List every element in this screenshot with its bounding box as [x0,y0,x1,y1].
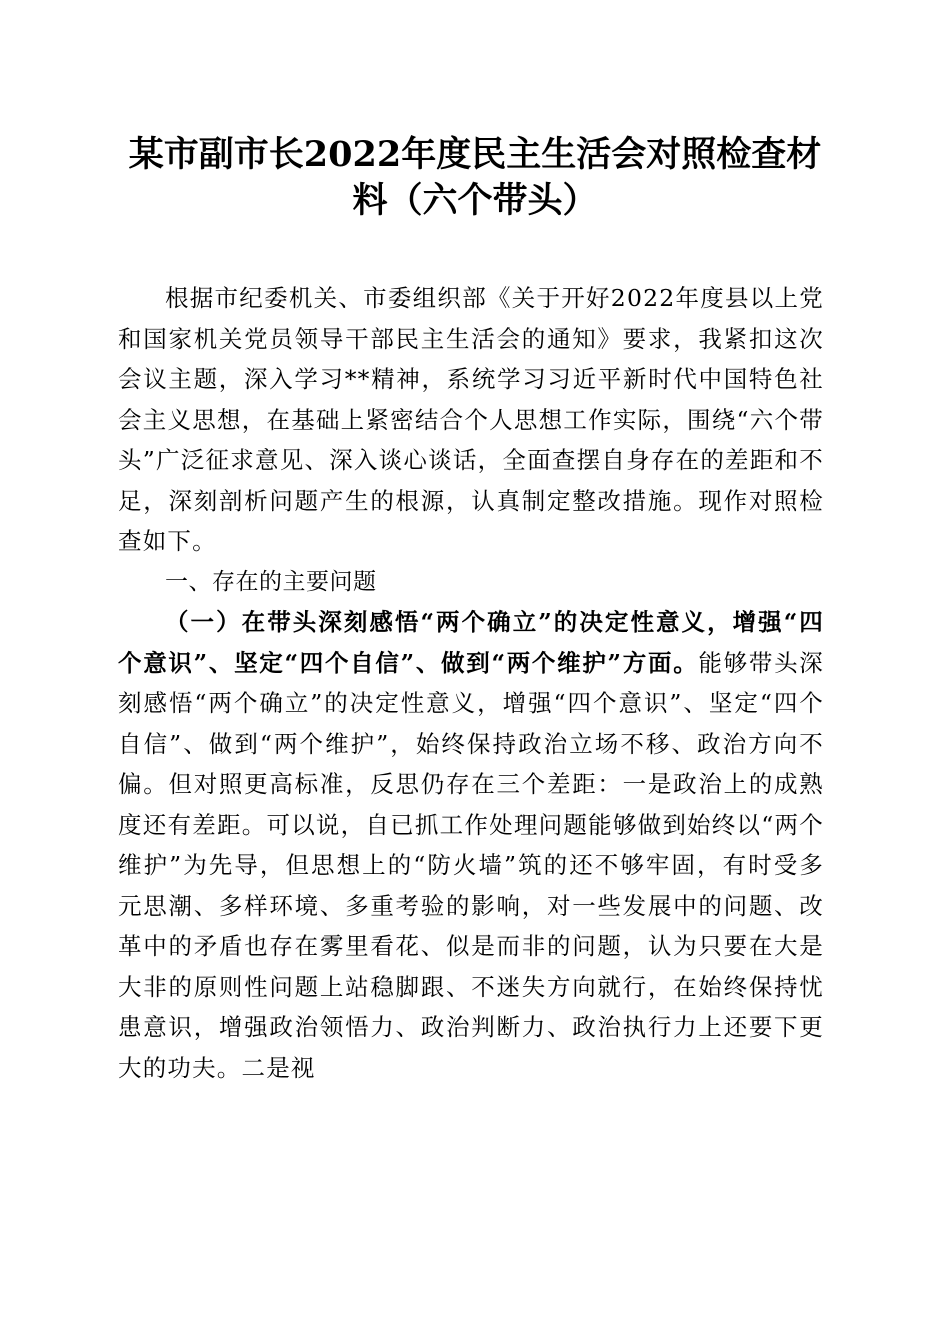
subsection-body-1: 能够带头深刻感悟“两个确立”的决定性意义，增强“四个意识”、坚定“四个自信”、做到“两个维护”，始终保持政治立场不移、政治方向不偏。但对照更高标准，反思仍存在三个差距：一是政治上的成熟度还有差距。可以说，自已抓工作处理问题能够做到始终以“两个维护”为先导，但思想上的“防火墙”筑的还不够牢固，有时受多元思潮、多样环境、多重考验的影响，对一些发展中的问题、改革中的矛盾也存在雾里看花、似是而非的问题，认为只要在大是大非的原则性问题上站稳脚跟、不迷失方向就行，在始终保持忧患意识，增强政治领悟力、政治判断力、政治执行力上还要下更大的功夫。二是视 [118,648,824,1082]
subsection-heading-1: （一）在带头深刻感悟“两个确立”的决定性意义，增强“四个意识”、坚定“四个自信”、做到“两个维护”方面。 [118,608,824,677]
document-body [118,278,824,1088]
subsection-paragraph-1 [118,602,824,1088]
section-heading-1: 一、存在的主要问题 [165,568,377,595]
document-title: 某市副市长2022年度民主生活会对照检查材料（六个带头） [128,134,822,221]
intro-paragraph: 根据市纪委机关、市委组织部《关于开好2022年度县以上党和国家机关党员领导干部民主生活会的通知》要求，我紧扣这次会议主题，深入学习**精神，系统学习习近平新时代中国特色社会主义思想，在基础上紧密结合个人思想工作实际，围绕“六个带头”广泛征求意见、深入谈心谈话，全面查摆自身存在的差距和不足，深刻剖析问题产生的根源，认真制定整改措施。现作对照检查如下。 [118,284,824,555]
